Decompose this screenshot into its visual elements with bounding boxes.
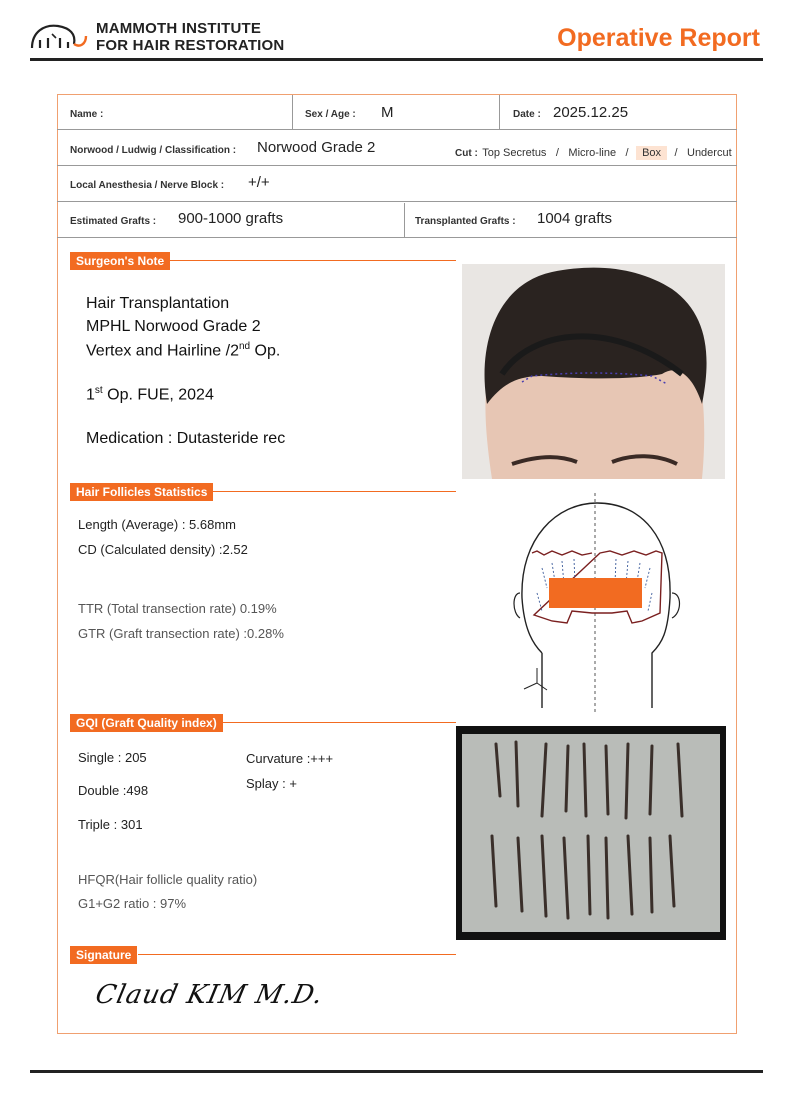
estimated-grafts-value: 900-1000 grafts (178, 210, 284, 227)
row-divider (292, 95, 293, 130)
stat-ttr: TTR (Total transection rate) 0.19% (78, 601, 277, 616)
stat-gtr: GTR (Graft transection rate) :0.28% (78, 626, 284, 641)
mammoth-logo-icon (30, 20, 90, 52)
gqi-triple: Triple : 301 (78, 817, 143, 832)
gqi-tag: GQI (Graft Quality index) (70, 714, 223, 732)
transplanted-grafts-value: 1004 grafts (537, 210, 613, 227)
cut-separator: / (625, 147, 629, 159)
cut-option-top-secretus: Top Secretus (482, 147, 547, 159)
anesthesia-label: Local Anesthesia / Nerve Block : (70, 180, 225, 191)
form-row-patient (57, 94, 737, 130)
signature-tag: Signature (70, 946, 137, 964)
cut-option-micro-line: Micro-line (568, 147, 617, 159)
gqi-single: Single : 205 (78, 750, 147, 765)
gqi-double: Double :498 (78, 783, 149, 798)
follicle-grafts-photo (456, 726, 726, 940)
follicle-stats-tag: Hair Follicles Statistics (70, 483, 213, 501)
head-donor-diagram (512, 493, 702, 715)
org-line-1: MAMMOTH INSTITUTE (96, 20, 262, 37)
note-region: Vertex and Hairline /2nd Op. (86, 341, 281, 360)
note-procedure: Hair Transplantation (86, 295, 230, 312)
surgeon-signature: Claud KIM M.D. (92, 980, 327, 1010)
sex-age-value: M (381, 104, 394, 121)
section-rule (220, 722, 456, 723)
note-diagnosis: MPHL Norwood Grade 2 (86, 318, 261, 335)
cut-selector (455, 143, 732, 161)
header-divider (30, 58, 763, 61)
cut-separator: / (555, 147, 559, 159)
row-divider (404, 203, 405, 238)
report-title: Operative Report (557, 24, 760, 52)
note-medication: Medication : Dutasteride rec (86, 430, 286, 447)
stat-calculated-density: CD (Calculated density) :2.52 (78, 542, 248, 557)
cut-separator: / (674, 147, 678, 159)
org-line-2: FOR HAIR RESTORATION (96, 37, 285, 54)
surgeons-note-tag: Surgeon's Note (70, 252, 170, 270)
sex-age-label: Sex / Age : (305, 109, 356, 120)
classification-value: Norwood Grade 2 (257, 139, 376, 156)
form-row-grafts (57, 202, 737, 238)
patient-hairline-photo (462, 264, 725, 479)
cut-label: Cut : (455, 148, 478, 159)
section-rule (138, 954, 456, 955)
note-previous-op: 1st Op. FUE, 2024 (86, 385, 214, 404)
classification-label: Norwood / Ludwig / Classification : (70, 145, 237, 156)
anesthesia-value: +/+ (248, 174, 270, 191)
gqi-splay: Splay : + (246, 776, 297, 791)
transplanted-grafts-label: Transplanted Grafts : (415, 216, 516, 227)
date-value: 2025.12.25 (553, 104, 629, 121)
name-label: Name : (70, 109, 104, 120)
estimated-grafts-label: Estimated Grafts : (70, 216, 157, 227)
gqi-hfqr: HFQR(Hair follicle quality ratio) (78, 872, 258, 887)
cut-option-box-selected: Box (636, 146, 667, 160)
section-rule (210, 491, 456, 492)
gqi-ratio: G1+G2 ratio : 97% (78, 896, 187, 911)
cut-option-undercut: Undercut (687, 147, 732, 159)
date-label: Date : (513, 109, 541, 120)
section-rule (166, 260, 456, 261)
gqi-curvature: Curvature :+++ (246, 751, 334, 766)
row-divider (499, 95, 500, 130)
stat-length: Length (Average) : 5.68mm (78, 517, 237, 532)
organization-name (96, 20, 284, 54)
footer-divider (30, 1070, 763, 1073)
